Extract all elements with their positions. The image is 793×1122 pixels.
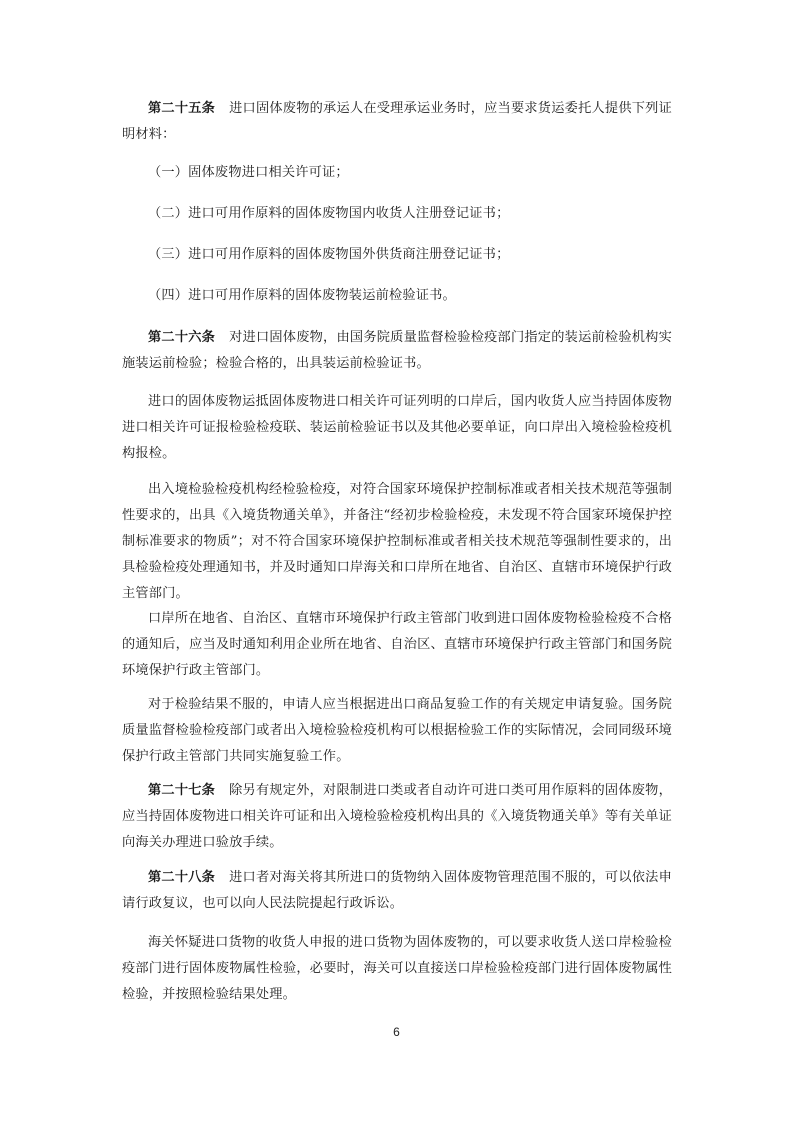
article-25-item-1: （一）固体废物进口相关许可证； — [148, 165, 349, 180]
article-25-item-4: （四）进口可用作原料的固体废物装运前检验证书。 — [148, 288, 456, 303]
article-25-label: 第二十五条 — [148, 101, 216, 116]
article-25-paragraph — [122, 96, 672, 148]
article-28-paragraph — [122, 865, 672, 917]
article-28-paragraph-2: 海关怀疑进口货物的收货人申报的进口货物为固体废物的，可以要求收货人送口岸检验检疫部门进行固体废物属性检验，必要时，海关可以直接送口岸检验检疫部门进行固体废物属性检验，并按照检验结果处理。 — [122, 935, 672, 1002]
article-28-label: 第二十八条 — [148, 870, 216, 885]
article-26-paragraph — [122, 325, 672, 377]
article-28-text: 进口者对海关将其所进口的货物纳入固体废物管理范围不服的，可以依法申请行政复议，也可以向人民法院提起行政诉讼。 — [122, 870, 672, 911]
article-26-paragraph-4: 口岸所在地省、自治区、直辖市环境保护行政主管部门收到进口固体废物检验检疫不合格的通知后，应当及时通知利用企业所在地省、自治区、直辖市环境保护行政主管部门和国务院环境保护行政主管部门。 — [122, 611, 672, 678]
article-26-paragraph-3: 出入境检验检疫机构经检验检疫，对符合国家环境保护控制标准或者相关技术规范等强制性要求的，出具《入境货物通关单》，并备注“经初步检验检疫，未发现不符合国家环境保护控制标准要求的物质”；对不符合国家环境保护控制标准或者相关技术规范等强制性要求的，出具检验检疫处理通知书，并及时通知口岸海关和口岸所在地省、自治区、直辖市环境保护行政主管部门。 — [122, 482, 672, 601]
article-25-text: 进口固体废物的承运人在受理承运业务时，应当要求货运委托人提供下列证明材料： — [122, 101, 672, 142]
article-26-paragraph-5: 对于检验结果不服的，申请人应当根据进出口商品复验工作的有关规定申请复验。国务院质量监督检验检疫部门或者出入境检验检疫机构可以根据检验工作的实际情况，会同同级环境保护行政主管部门共同实施复验工作。 — [122, 697, 672, 764]
article-25-item-3: （三）进口可用作原料的固体废物国外供货商注册登记证书； — [148, 247, 510, 262]
article-27-paragraph — [122, 778, 672, 856]
article-26-text: 对进口固体废物，由国务院质量监督检验检疫部门指定的装运前检验机构实施装运前检验；检验合格的，出具装运前检验证书。 — [122, 330, 672, 371]
article-27-label: 第二十七条 — [148, 783, 216, 798]
article-26-paragraph-2: 进口的固体废物运抵固体废物进口相关许可证列明的口岸后，国内收货人应当持固体废物进口相关许可证报检验检疫联、装运前检验证书以及其他必要单证，向口岸出入境检验检疫机构报检。 — [122, 394, 672, 461]
article-27-text: 除另有规定外，对限制进口类或者自动许可进口类可用作原料的固体废物，应当持固体废物进口相关许可证和出入境检验检疫机构出具的《入境货物通关单》等有关单证向海关办理进口验放手续。 — [122, 783, 672, 850]
article-26-label: 第二十六条 — [148, 330, 216, 345]
article-25-item-2: （二）进口可用作原料的固体废物国内收货人注册登记证书； — [148, 206, 510, 221]
page-number: 6 — [393, 1025, 400, 1039]
